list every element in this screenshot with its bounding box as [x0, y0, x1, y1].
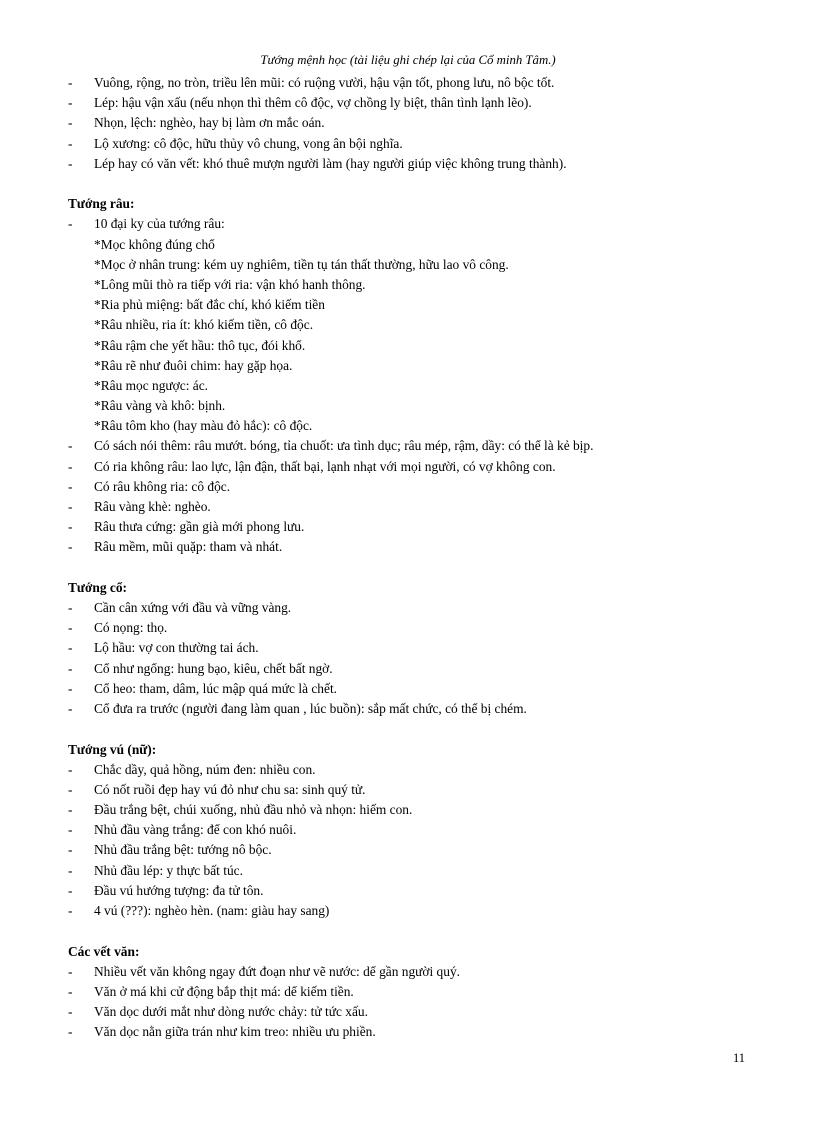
list-item: - Có nọng: thọ.: [68, 620, 168, 636]
list-item: - Nhủ đầu trắng bệt: tướng nô bộc.: [68, 842, 272, 858]
section-heading-vu: Tướng vú (nữ):: [68, 741, 157, 757]
list-item: - Râu vàng khè: nghèo.: [68, 499, 211, 515]
sub-list-item: *Râu vàng và khô: bịnh.: [94, 398, 226, 414]
list-item: - Lộ hầu: vợ con thường tai ách.: [68, 640, 259, 656]
document-body: [68, 73, 748, 1042]
sub-list-item: *Mọc ở nhân trung: kém uy nghiêm, tiền tụ tán thất thường, hữu lao vô công.: [94, 256, 509, 272]
sub-list-item: *Mọc không đúng chổ: [94, 236, 215, 252]
list-item: - Lép: hậu vận xấu (nếu nhọn thì thêm cô độc, vợ chồng ly biệt, thân tình lạnh lẽo).: [68, 95, 532, 111]
list-item: - Nhiều vết văn không ngay đứt đoạn như vẽ nước: dể gần người quý.: [68, 963, 460, 979]
list-item: - Cổ đưa ra trước (người đang làm quan , lúc buồn): sắp mất chức, có thể bị chém.: [68, 701, 527, 717]
page-number: 11: [733, 1051, 746, 1065]
list-item: - Đầu trắng bệt, chúi xuống, nhủ đầu nhỏ và nhọn: hiếm con.: [68, 802, 413, 818]
list-item: - Có nốt ruồi đẹp hay vú đỏ như chu sa: sinh quý tử.: [68, 781, 366, 797]
list-item: - Có ria không râu: lao lực, lận đận, thất bại, lạnh nhạt với mọi người, có vợ không con.: [68, 458, 556, 474]
list-item: - Râu thưa cứng: gần già mới phong lưu.: [68, 519, 305, 535]
list-item: - 4 vú (???): nghèo hèn. (nam: giàu hay sang): [68, 903, 330, 919]
list-item: - Vuông, rộng, no tròn, triều lên mũi: có ruộng vười, hậu vận tốt, phong lưu, nô bộc tốt.: [68, 75, 555, 90]
list-item: - Nhọn, lệch: nghèo, hay bị làm ơn mắc oán.: [68, 115, 325, 131]
page-header: Tướng mệnh học (tài liệu ghi chép lại của Cổ minh Tâm.): [260, 53, 556, 67]
list-item: - Có râu không ria: cô độc.: [68, 478, 231, 494]
list-item: - Chắc dầy, quả hồng, núm đen: nhiều con.: [68, 761, 316, 777]
list-item: - Cổ như ngổng: hung bạo, kiêu, chết bất ngờ.: [68, 660, 333, 676]
sub-list-item: *Râu mọc ngược: ác.: [94, 377, 208, 393]
list-item: - Râu mềm, mũi quặp: tham và nhát.: [68, 539, 283, 555]
sub-list-item: *Râu rậm che yết hầu: thô tục, đói khổ.: [94, 337, 306, 353]
list-item: - Nhủ đầu lép: y thực bất túc.: [68, 862, 243, 878]
sub-list-item: *Râu tôm kho (hay màu đỏ hắc): cô độc.: [94, 418, 313, 434]
list-item: - Lép hay có văn vết: khó thuê mượn người làm (hay người giúp việc không trung thành).: [68, 155, 567, 171]
sub-list-item: *Ria phủ miệng: bất đắc chí, khó kiếm tiền: [94, 297, 325, 313]
list-item: - Văn dọc nằn giữa trán như kim treo: nhiều ưu phiền.: [68, 1024, 376, 1040]
list-item: - Cần cân xứng với đầu và vững vàng.: [68, 600, 292, 616]
sub-list-item: *Râu nhiều, ria ít: khó kiếm tiền, cô độc.: [94, 317, 314, 333]
list-item: - Lộ xương: cô độc, hữu thủy vô chung, vong ân bội nghĩa.: [68, 135, 403, 151]
vu-list: [68, 760, 748, 922]
section-heading-rau: Tướng râu:: [68, 196, 135, 212]
list-item: - 10 đại ky của tướng râu:: [68, 216, 225, 232]
section-heading-van: Các vết văn:: [68, 943, 140, 959]
co-list: [68, 598, 748, 719]
rau-list: [68, 214, 748, 557]
list-item: - Có sách nói thêm: râu mướt. bóng, tỉa chuốt: ưa tình dục; râu mép, rậm, dầy: có thể là kẻ bịp.: [68, 438, 594, 454]
list-item: - Văn ở má khi cử động bắp thịt má: dể kiếm tiền.: [68, 983, 354, 999]
sub-list-item: *Lông mũi thò ra tiếp với ria: vận khó hanh thông.: [94, 276, 366, 292]
van-list: [68, 962, 748, 1043]
list-item: - Văn dọc dưới mắt như dòng nước chảy: tử tức xấu.: [68, 1004, 368, 1020]
sub-list-item: *Râu rẽ như đuôi chim: hay gặp họa.: [94, 357, 293, 373]
list-item: - Cổ heo: tham, dâm, lúc mập quá mức là chết.: [68, 680, 338, 696]
intro-list: [68, 73, 748, 174]
list-item: - Nhủ đầu vàng trắng: để con khó nuôi.: [68, 822, 297, 838]
list-item: - Đầu vú hướng tượng: đa tử tôn.: [68, 882, 264, 898]
section-heading-co: Tướng cổ:: [68, 579, 127, 595]
